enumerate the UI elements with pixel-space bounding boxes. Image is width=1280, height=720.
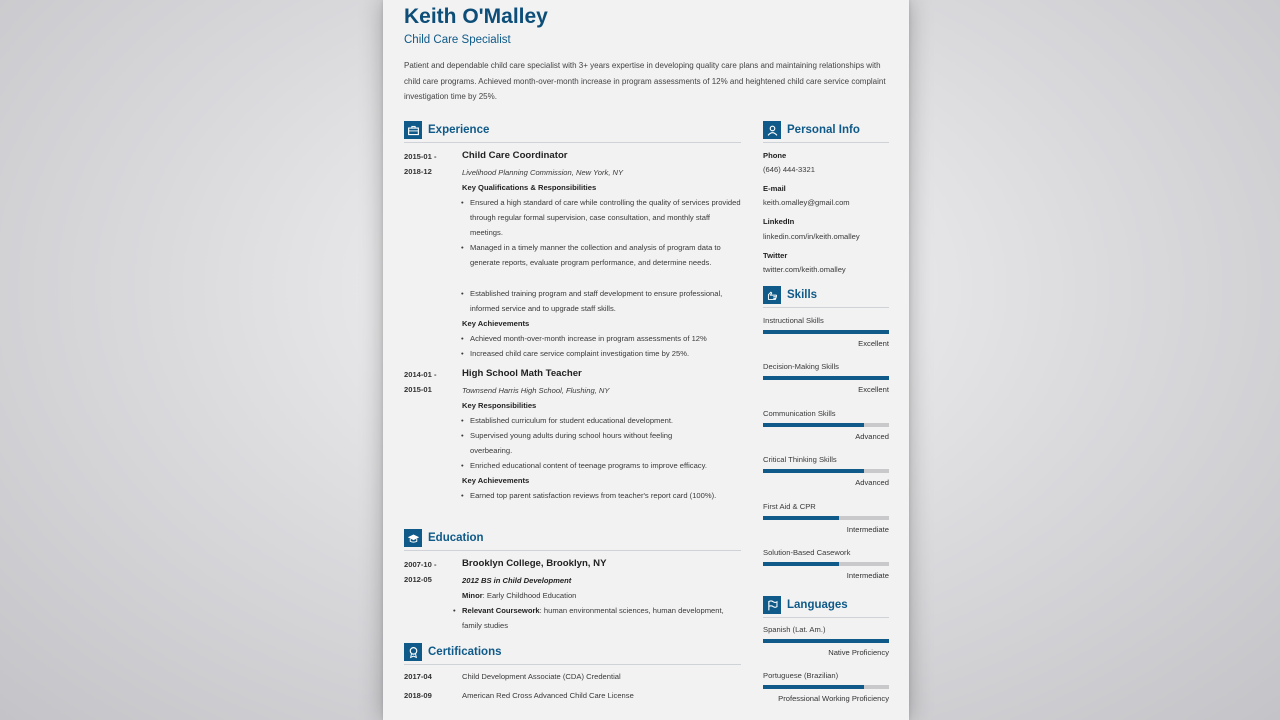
briefcase-icon bbox=[404, 121, 422, 139]
experience-section-header bbox=[404, 121, 741, 143]
skills-heading: Skills bbox=[787, 289, 818, 301]
job-1-date-start: 2015-01 - bbox=[404, 152, 437, 161]
rating-name: First Aid & CPR bbox=[763, 501, 816, 511]
rating-bar bbox=[763, 376, 889, 380]
rating-bar-fill bbox=[763, 639, 889, 643]
cert-1-date: 2017-04 bbox=[404, 672, 432, 681]
education-minor bbox=[462, 588, 576, 603]
personal-info-section-header bbox=[763, 121, 889, 143]
job-1-title: Child Care Coordinator bbox=[462, 150, 568, 161]
flag-icon bbox=[763, 596, 781, 614]
certifications-heading: Certifications bbox=[428, 646, 502, 658]
rating-name: Portuguese (Brazilian) bbox=[763, 671, 839, 680]
rating-bar-fill bbox=[763, 423, 864, 427]
resume-page bbox=[383, 0, 909, 720]
job-2-resp-item: • Established curriculum for student educational development. bbox=[470, 413, 745, 428]
job-1-resp-label: Key Qualifications & Responsibilities bbox=[462, 183, 597, 192]
job-1-ach-item: • Achieved month-over-month increase in program assessments of 12% bbox=[470, 331, 750, 346]
rating-bar-fill bbox=[763, 685, 864, 689]
rating-level: Intermediate bbox=[846, 571, 889, 580]
job-2-date-end: 2015-01 bbox=[404, 385, 432, 394]
coursework-value: : human environmental sciences, human development, family studies bbox=[462, 606, 724, 630]
certificate-icon bbox=[404, 643, 422, 661]
rating-bar bbox=[763, 330, 889, 334]
cert-2-name: American Red Cross Advanced Child Care License bbox=[462, 691, 634, 700]
experience-heading: Experience bbox=[428, 124, 490, 136]
certifications-section-header bbox=[404, 643, 741, 665]
rating-bar-fill bbox=[763, 516, 839, 520]
rating-bar bbox=[763, 469, 889, 473]
rating-bar bbox=[763, 685, 889, 689]
languages-section-header bbox=[763, 596, 889, 618]
hand-icon bbox=[763, 286, 781, 304]
job-2-resp-label: Key Responsibilities bbox=[462, 401, 537, 410]
person-icon bbox=[763, 121, 781, 139]
education-date-start: 2007-10 - bbox=[404, 560, 437, 569]
job-2-date-start: 2014-01 - bbox=[404, 370, 437, 379]
job-1-ach-item: • Increased child care service complaint investigation time by 25%. bbox=[470, 346, 750, 361]
candidate-name: Keith O'Malley bbox=[404, 5, 548, 28]
rating-bar-fill bbox=[763, 562, 839, 566]
rating-level: Excellent bbox=[858, 339, 889, 348]
phone-label: Phone bbox=[763, 151, 787, 160]
job-2-resp-item: • Enriched educational content of teenage programs to improve efficacy. bbox=[470, 458, 750, 473]
education-school: Brooklyn College, Brooklyn, NY bbox=[462, 558, 607, 569]
rating-bar-fill bbox=[763, 330, 889, 334]
rating-name: Solution-Based Casework bbox=[763, 548, 851, 557]
education-degree: 2012 BS in Child Development bbox=[462, 576, 572, 585]
job-2-org: Townsend Harris High School, Flushing, NY bbox=[462, 386, 610, 395]
job-2-resp-item: • Supervised young adults during school hours without feeling overbearing. bbox=[470, 428, 715, 458]
linkedin-label: LinkedIn bbox=[763, 217, 795, 226]
languages-heading: Languages bbox=[787, 599, 848, 611]
rating-level: Native Proficiency bbox=[828, 648, 889, 657]
job-1-org: Livelihood Planning Commission, New York, NY bbox=[462, 168, 624, 177]
job-2-ach-label: Key Achievements bbox=[462, 476, 530, 485]
job-1-resp-item: • Managed in a timely manner the collection and analysis of program data to generate reports, evaluate program performance, and determine needs. bbox=[470, 240, 745, 270]
rating-name: Critical Thinking Skills bbox=[763, 455, 837, 465]
rating-name: Spanish (Lat. Am.) bbox=[763, 625, 826, 634]
minor-value: : Early Childhood Education bbox=[482, 591, 577, 600]
twitter-label: Twitter bbox=[763, 251, 788, 260]
personal-info-heading: Personal Info bbox=[787, 124, 860, 136]
job-2-title: High School Math Teacher bbox=[462, 368, 582, 379]
rating-level: Excellent bbox=[858, 385, 889, 395]
coursework-label: Relevant Coursework bbox=[462, 606, 540, 615]
education-date-end: 2012-05 bbox=[404, 575, 432, 584]
education-heading: Education bbox=[428, 532, 484, 544]
rating-name: Decision-Making Skills bbox=[763, 362, 839, 372]
job-1-date-end: 2018-12 bbox=[404, 167, 432, 176]
job-1-resp-item: • Ensured a high standard of care while controlling the quality of services provided through regular formal supervision, case consultation, and monthly staff meetings. bbox=[470, 195, 745, 240]
rating-bar bbox=[763, 562, 889, 566]
twitter-value: twitter.com/keith.omalley bbox=[763, 265, 846, 274]
job-1-resp-item: • Established training program and staff development to ensure professional, informed service and to upgrade staff skills. bbox=[470, 286, 745, 316]
email-label: E-mail bbox=[763, 184, 786, 193]
rating-name: Instructional Skills bbox=[763, 316, 824, 325]
rating-name: Communication Skills bbox=[763, 408, 836, 418]
summary-paragraph: Patient and dependable child care specialist with 3+ years expertise in developing quality care plans and maintaining relationships with child care programs. Achieved month-over-month increase in program assessments of 12% and heightened child care service complaint investigation time by 25%. bbox=[404, 61, 886, 101]
rating-level: Professional Working Proficiency bbox=[778, 694, 889, 703]
phone-value: (646) 444-3321 bbox=[763, 165, 815, 174]
rating-bar bbox=[763, 423, 889, 427]
email-value: keith.omalley@gmail.com bbox=[763, 198, 850, 207]
rating-level: Intermediate bbox=[846, 524, 889, 534]
rating-level: Advanced bbox=[855, 431, 889, 441]
cert-1-name: Child Development Associate (CDA) Credential bbox=[462, 672, 621, 681]
rating-bar bbox=[763, 516, 889, 520]
education-coursework bbox=[462, 603, 724, 633]
rating-bar-fill bbox=[763, 376, 889, 380]
linkedin-value: linkedin.com/in/keith.omalley bbox=[763, 232, 860, 241]
rating-bar bbox=[763, 639, 889, 643]
skills-section-header bbox=[763, 286, 889, 308]
candidate-title: Child Care Specialist bbox=[404, 34, 511, 46]
rating-bar-fill bbox=[763, 469, 864, 473]
job-2-ach-item: • Earned top parent satisfaction reviews from teacher's report card (100%). bbox=[470, 488, 732, 503]
minor-label: Minor bbox=[462, 591, 483, 600]
education-section-header bbox=[404, 529, 741, 551]
cert-2-date: 2018-09 bbox=[404, 691, 432, 700]
rating-level: Advanced bbox=[855, 478, 889, 488]
job-1-ach-label: Key Achievements bbox=[462, 319, 530, 328]
graduation-cap-icon bbox=[404, 529, 422, 547]
